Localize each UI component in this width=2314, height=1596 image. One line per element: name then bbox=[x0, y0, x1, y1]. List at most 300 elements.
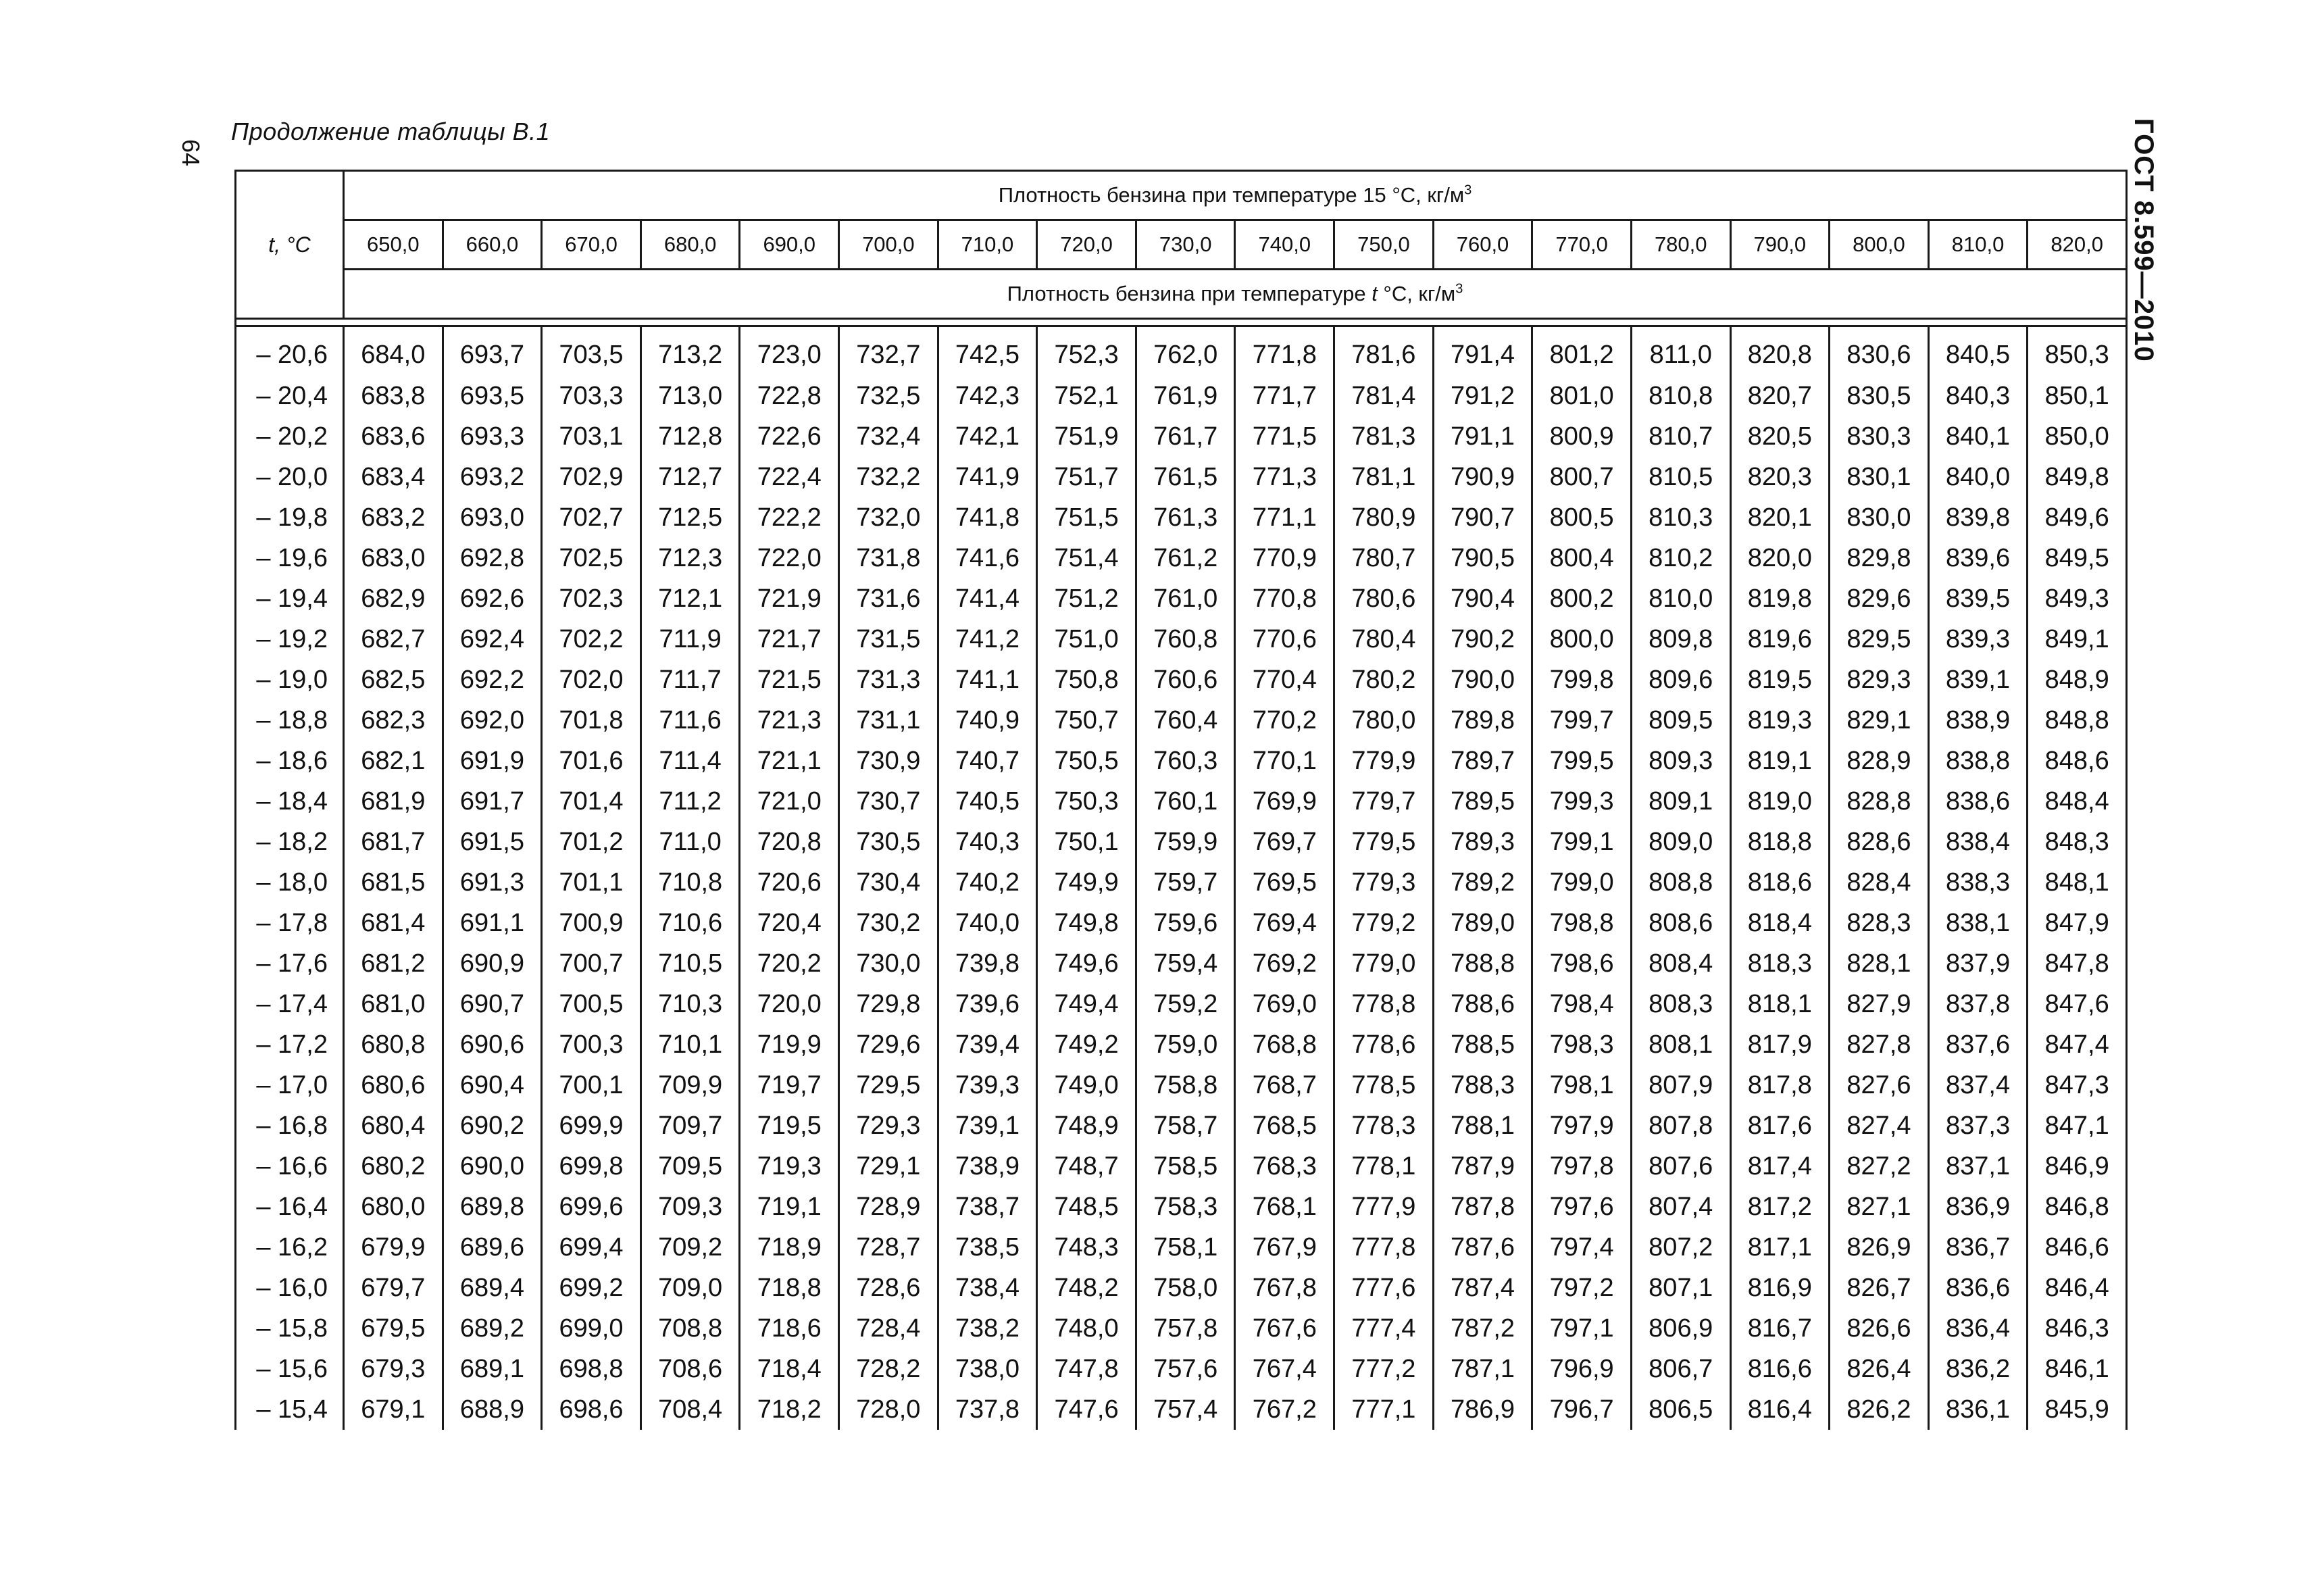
density-cell: 680,0 bbox=[344, 1187, 443, 1227]
density-cell: 837,9 bbox=[1928, 943, 2028, 984]
table-row bbox=[236, 619, 2127, 659]
density-cell: 759,6 bbox=[1136, 903, 1235, 943]
density-cell: 799,3 bbox=[1532, 781, 1632, 822]
density-cell: 728,6 bbox=[839, 1268, 938, 1308]
column-header: 730,0 bbox=[1136, 220, 1235, 270]
density-cell: 780,7 bbox=[1334, 538, 1434, 578]
density-cell: 730,2 bbox=[839, 903, 938, 943]
table-row bbox=[236, 326, 2127, 376]
density-cell: 837,6 bbox=[1928, 1024, 2028, 1065]
density-cell: 682,1 bbox=[344, 741, 443, 781]
density-cell: 732,4 bbox=[839, 416, 938, 457]
density-cell: 808,8 bbox=[1631, 862, 1730, 903]
density-cell: 712,5 bbox=[640, 497, 740, 538]
density-cell: 797,4 bbox=[1532, 1227, 1632, 1268]
density-cell: 840,1 bbox=[1928, 416, 2028, 457]
density-cell: 810,0 bbox=[1631, 578, 1730, 619]
density-cell: 768,7 bbox=[1235, 1065, 1334, 1105]
density-cell: 846,3 bbox=[2028, 1308, 2127, 1349]
density-cell: 761,0 bbox=[1136, 578, 1235, 619]
density-cell: 770,4 bbox=[1235, 659, 1334, 700]
density-cell: 711,9 bbox=[640, 619, 740, 659]
density-cell: 760,4 bbox=[1136, 700, 1235, 741]
density-cell: 768,5 bbox=[1235, 1105, 1334, 1146]
column-header: 720,0 bbox=[1037, 220, 1136, 270]
density-cell: 809,6 bbox=[1631, 659, 1730, 700]
density-cell: 757,4 bbox=[1136, 1389, 1235, 1430]
density-cell: 718,2 bbox=[740, 1389, 839, 1430]
density-cell: 712,7 bbox=[640, 457, 740, 497]
density-cell: 709,5 bbox=[640, 1146, 740, 1187]
density-cell: 767,9 bbox=[1235, 1227, 1334, 1268]
density-cell: 718,8 bbox=[740, 1268, 839, 1308]
density-cell: 817,8 bbox=[1730, 1065, 1830, 1105]
density-cell: 769,7 bbox=[1235, 822, 1334, 862]
density-cell: 827,8 bbox=[1830, 1024, 1929, 1065]
density-cell: 819,6 bbox=[1730, 619, 1830, 659]
density-cell: 787,6 bbox=[1433, 1227, 1532, 1268]
density-cell: 742,3 bbox=[938, 376, 1037, 416]
density-cell: 846,8 bbox=[2028, 1187, 2127, 1227]
density-cell: 738,4 bbox=[938, 1268, 1037, 1308]
density-cell: 719,7 bbox=[740, 1065, 839, 1105]
density-cell: 741,1 bbox=[938, 659, 1037, 700]
density-cell: 699,9 bbox=[542, 1105, 641, 1146]
density-cell: 829,1 bbox=[1830, 700, 1929, 741]
density-cell: 728,4 bbox=[839, 1308, 938, 1349]
density-cell: 771,3 bbox=[1235, 457, 1334, 497]
density-cell: 741,2 bbox=[938, 619, 1037, 659]
density-cell: 818,3 bbox=[1730, 943, 1830, 984]
density-cell: 709,0 bbox=[640, 1268, 740, 1308]
density-cell: 828,9 bbox=[1830, 741, 1929, 781]
density-cell: 749,8 bbox=[1037, 903, 1136, 943]
density-cell: 838,6 bbox=[1928, 781, 2028, 822]
density-cell: 846,6 bbox=[2028, 1227, 2127, 1268]
temperature-cell: – 16,0 bbox=[236, 1268, 344, 1308]
density-cell: 692,0 bbox=[443, 700, 542, 741]
density-cell: 720,8 bbox=[740, 822, 839, 862]
density-cell: 770,6 bbox=[1235, 619, 1334, 659]
density-cell: 739,1 bbox=[938, 1105, 1037, 1146]
density-cell: 750,8 bbox=[1037, 659, 1136, 700]
density-cell: 789,2 bbox=[1433, 862, 1532, 903]
density-table bbox=[234, 170, 2128, 1430]
density-cell: 780,2 bbox=[1334, 659, 1434, 700]
temperature-cell: – 19,4 bbox=[236, 578, 344, 619]
density-cell: 826,2 bbox=[1830, 1389, 1929, 1430]
temperature-cell: – 20,6 bbox=[236, 326, 344, 376]
density-cell: 828,1 bbox=[1830, 943, 1929, 984]
density-cell: 800,7 bbox=[1532, 457, 1632, 497]
density-cell: 690,4 bbox=[443, 1065, 542, 1105]
density-cell: 847,1 bbox=[2028, 1105, 2127, 1146]
density-cell: 679,1 bbox=[344, 1389, 443, 1430]
temperature-cell: – 15,4 bbox=[236, 1389, 344, 1430]
density-cell: 702,5 bbox=[542, 538, 641, 578]
density-cell: 827,2 bbox=[1830, 1146, 1929, 1187]
density-cell: 751,0 bbox=[1037, 619, 1136, 659]
density-cell: 750,5 bbox=[1037, 741, 1136, 781]
density-cell: 701,4 bbox=[542, 781, 641, 822]
density-cell: 761,3 bbox=[1136, 497, 1235, 538]
density-cell: 810,8 bbox=[1631, 376, 1730, 416]
density-cell: 691,5 bbox=[443, 822, 542, 862]
density-cell: 703,1 bbox=[542, 416, 641, 457]
density-column-headers bbox=[236, 220, 2127, 270]
table-row bbox=[236, 781, 2127, 822]
density-cell: 701,2 bbox=[542, 822, 641, 862]
density-cell: 698,6 bbox=[542, 1389, 641, 1430]
density-cell: 830,3 bbox=[1830, 416, 1929, 457]
density-cell: 747,6 bbox=[1037, 1389, 1136, 1430]
temperature-cell: – 20,2 bbox=[236, 416, 344, 457]
density-cell: 690,2 bbox=[443, 1105, 542, 1146]
table-row bbox=[236, 1349, 2127, 1389]
density-cell: 680,6 bbox=[344, 1065, 443, 1105]
density-cell: 828,8 bbox=[1830, 781, 1929, 822]
density-cell: 749,2 bbox=[1037, 1024, 1136, 1065]
density-cell: 847,9 bbox=[2028, 903, 2127, 943]
density-cell: 799,8 bbox=[1532, 659, 1632, 700]
density-cell: 796,7 bbox=[1532, 1389, 1632, 1430]
density-cell: 740,9 bbox=[938, 700, 1037, 741]
density-cell: 690,6 bbox=[443, 1024, 542, 1065]
density-cell: 702,0 bbox=[542, 659, 641, 700]
density-cell: 728,0 bbox=[839, 1389, 938, 1430]
density-cell: 719,5 bbox=[740, 1105, 839, 1146]
density-cell: 718,6 bbox=[740, 1308, 839, 1349]
density-cell: 838,4 bbox=[1928, 822, 2028, 862]
density-cell: 751,4 bbox=[1037, 538, 1136, 578]
density-cell: 818,6 bbox=[1730, 862, 1830, 903]
density-cell: 683,2 bbox=[344, 497, 443, 538]
density-cell: 728,7 bbox=[839, 1227, 938, 1268]
density-cell: 779,9 bbox=[1334, 741, 1434, 781]
density-cell: 758,5 bbox=[1136, 1146, 1235, 1187]
density-cell: 847,6 bbox=[2028, 984, 2127, 1024]
density-cell: 819,1 bbox=[1730, 741, 1830, 781]
density-cell: 729,3 bbox=[839, 1105, 938, 1146]
density-cell: 798,3 bbox=[1532, 1024, 1632, 1065]
density-cell: 700,9 bbox=[542, 903, 641, 943]
density-cell: 680,8 bbox=[344, 1024, 443, 1065]
density-cell: 691,7 bbox=[443, 781, 542, 822]
density-cell: 800,5 bbox=[1532, 497, 1632, 538]
density-cell: 839,6 bbox=[1928, 538, 2028, 578]
table-row bbox=[236, 862, 2127, 903]
density-cell: 701,1 bbox=[542, 862, 641, 903]
table-row bbox=[236, 1105, 2127, 1146]
density-cell: 780,0 bbox=[1334, 700, 1434, 741]
density-cell: 849,6 bbox=[2028, 497, 2127, 538]
density-cell: 839,5 bbox=[1928, 578, 2028, 619]
table-row bbox=[236, 416, 2127, 457]
density-cell: 749,4 bbox=[1037, 984, 1136, 1024]
density-cell: 778,6 bbox=[1334, 1024, 1434, 1065]
density-cell: 748,0 bbox=[1037, 1308, 1136, 1349]
density-cell: 692,8 bbox=[443, 538, 542, 578]
density-cell: 848,4 bbox=[2028, 781, 2127, 822]
density-cell: 761,5 bbox=[1136, 457, 1235, 497]
density-cell: 820,7 bbox=[1730, 376, 1830, 416]
density-cell: 761,9 bbox=[1136, 376, 1235, 416]
density-cell: 719,1 bbox=[740, 1187, 839, 1227]
density-cell: 777,6 bbox=[1334, 1268, 1434, 1308]
column-header: 780,0 bbox=[1631, 220, 1730, 270]
density-cell: 836,9 bbox=[1928, 1187, 2028, 1227]
density-cell: 849,1 bbox=[2028, 619, 2127, 659]
density-cell: 759,7 bbox=[1136, 862, 1235, 903]
density-cell: 739,4 bbox=[938, 1024, 1037, 1065]
density-cell: 731,8 bbox=[839, 538, 938, 578]
column-header: 690,0 bbox=[740, 220, 839, 270]
density-cell: 693,3 bbox=[443, 416, 542, 457]
density-cell: 837,8 bbox=[1928, 984, 2028, 1024]
density-cell: 810,2 bbox=[1631, 538, 1730, 578]
density-cell: 740,5 bbox=[938, 781, 1037, 822]
density-cell: 713,2 bbox=[640, 326, 740, 376]
density-cell: 758,0 bbox=[1136, 1268, 1235, 1308]
density-cell: 807,6 bbox=[1631, 1146, 1730, 1187]
temperature-cell: – 19,6 bbox=[236, 538, 344, 578]
density-cell: 850,1 bbox=[2028, 376, 2127, 416]
density-cell: 826,7 bbox=[1830, 1268, 1929, 1308]
density-cell: 703,5 bbox=[542, 326, 641, 376]
column-header: 800,0 bbox=[1830, 220, 1929, 270]
density-cell: 732,7 bbox=[839, 326, 938, 376]
density-cell: 713,0 bbox=[640, 376, 740, 416]
density-cell: 710,8 bbox=[640, 862, 740, 903]
density-cell: 748,7 bbox=[1037, 1146, 1136, 1187]
density-cell: 790,0 bbox=[1433, 659, 1532, 700]
density-cell: 826,9 bbox=[1830, 1227, 1929, 1268]
density-cell: 779,7 bbox=[1334, 781, 1434, 822]
density-cell: 847,3 bbox=[2028, 1065, 2127, 1105]
density-cell: 699,0 bbox=[542, 1308, 641, 1349]
column-header: 790,0 bbox=[1730, 220, 1830, 270]
density-cell: 710,6 bbox=[640, 903, 740, 943]
density-cell: 708,6 bbox=[640, 1349, 740, 1389]
density-cell: 759,9 bbox=[1136, 822, 1235, 862]
header-gap bbox=[236, 319, 2127, 326]
density-cell: 691,1 bbox=[443, 903, 542, 943]
table-row bbox=[236, 984, 2127, 1024]
density-cell: 799,0 bbox=[1532, 862, 1632, 903]
density-cell: 702,2 bbox=[542, 619, 641, 659]
density-cell: 816,4 bbox=[1730, 1389, 1830, 1430]
density-cell: 769,2 bbox=[1235, 943, 1334, 984]
density-cell: 807,4 bbox=[1631, 1187, 1730, 1227]
density-cell: 681,0 bbox=[344, 984, 443, 1024]
density-cell: 837,1 bbox=[1928, 1146, 2028, 1187]
density-cell: 718,9 bbox=[740, 1227, 839, 1268]
density-cell: 689,6 bbox=[443, 1227, 542, 1268]
density-cell: 788,5 bbox=[1433, 1024, 1532, 1065]
density-cell: 799,7 bbox=[1532, 700, 1632, 741]
density-cell: 751,9 bbox=[1037, 416, 1136, 457]
density-cell: 849,5 bbox=[2028, 538, 2127, 578]
table-row bbox=[236, 1389, 2127, 1430]
density-cell: 799,5 bbox=[1532, 741, 1632, 781]
density-cell: 788,3 bbox=[1433, 1065, 1532, 1105]
density-cell: 808,4 bbox=[1631, 943, 1730, 984]
column-header: 700,0 bbox=[839, 220, 938, 270]
density-cell: 816,6 bbox=[1730, 1349, 1830, 1389]
temperature-cell: – 18,4 bbox=[236, 781, 344, 822]
density-cell: 847,8 bbox=[2028, 943, 2127, 984]
density-cell: 789,7 bbox=[1433, 741, 1532, 781]
density-cell: 737,8 bbox=[938, 1389, 1037, 1430]
density-cell: 849,3 bbox=[2028, 578, 2127, 619]
density-cell: 684,0 bbox=[344, 326, 443, 376]
density-cell: 760,3 bbox=[1136, 741, 1235, 781]
density-cell: 840,0 bbox=[1928, 457, 2028, 497]
density-cell: 797,8 bbox=[1532, 1146, 1632, 1187]
density-cell: 808,3 bbox=[1631, 984, 1730, 1024]
density-cell: 679,3 bbox=[344, 1349, 443, 1389]
density-cell: 770,2 bbox=[1235, 700, 1334, 741]
density-cell: 777,4 bbox=[1334, 1308, 1434, 1349]
temperature-cell: – 19,8 bbox=[236, 497, 344, 538]
density-cell: 700,1 bbox=[542, 1065, 641, 1105]
density-cell: 829,5 bbox=[1830, 619, 1929, 659]
density-cell: 817,2 bbox=[1730, 1187, 1830, 1227]
density-cell: 681,2 bbox=[344, 943, 443, 984]
density-cell: 740,3 bbox=[938, 822, 1037, 862]
density-cell: 810,3 bbox=[1631, 497, 1730, 538]
column-header: 760,0 bbox=[1433, 220, 1532, 270]
density-cell: 778,3 bbox=[1334, 1105, 1434, 1146]
density-cell: 791,4 bbox=[1433, 326, 1532, 376]
density-cell: 801,0 bbox=[1532, 376, 1632, 416]
temperature-cell: – 19,0 bbox=[236, 659, 344, 700]
density-cell: 790,9 bbox=[1433, 457, 1532, 497]
density-cell: 720,4 bbox=[740, 903, 839, 943]
density-cell: 830,6 bbox=[1830, 326, 1929, 376]
density-cell: 767,6 bbox=[1235, 1308, 1334, 1349]
density-cell: 836,6 bbox=[1928, 1268, 2028, 1308]
density-cell: 720,2 bbox=[740, 943, 839, 984]
temperature-cell: – 18,0 bbox=[236, 862, 344, 903]
density-cell: 778,5 bbox=[1334, 1065, 1434, 1105]
density-cell: 791,1 bbox=[1433, 416, 1532, 457]
density-cell: 710,3 bbox=[640, 984, 740, 1024]
density-cell: 730,7 bbox=[839, 781, 938, 822]
density-cell: 837,3 bbox=[1928, 1105, 2028, 1146]
density-cell: 758,7 bbox=[1136, 1105, 1235, 1146]
density-cell: 810,7 bbox=[1631, 416, 1730, 457]
density-cell: 740,0 bbox=[938, 903, 1037, 943]
density-cell: 691,3 bbox=[443, 862, 542, 903]
density-cell: 688,9 bbox=[443, 1389, 542, 1430]
density-cell: 748,2 bbox=[1037, 1268, 1136, 1308]
density-cell: 838,9 bbox=[1928, 700, 2028, 741]
density-cell: 827,4 bbox=[1830, 1105, 1929, 1146]
density-cell: 752,3 bbox=[1037, 326, 1136, 376]
density-cell: 779,2 bbox=[1334, 903, 1434, 943]
density-cell: 722,6 bbox=[740, 416, 839, 457]
density-cell: 757,8 bbox=[1136, 1308, 1235, 1349]
column-header: 820,0 bbox=[2028, 220, 2127, 270]
density-cell: 683,6 bbox=[344, 416, 443, 457]
density-cell: 738,9 bbox=[938, 1146, 1037, 1187]
density-cell: 741,9 bbox=[938, 457, 1037, 497]
density-cell: 790,2 bbox=[1433, 619, 1532, 659]
density-cell: 845,9 bbox=[2028, 1389, 2127, 1430]
density-cell: 692,2 bbox=[443, 659, 542, 700]
density-cell: 680,4 bbox=[344, 1105, 443, 1146]
density-cell: 840,5 bbox=[1928, 326, 2028, 376]
density-cell: 721,9 bbox=[740, 578, 839, 619]
density-cell: 712,3 bbox=[640, 538, 740, 578]
density-cell: 807,8 bbox=[1631, 1105, 1730, 1146]
density-cell: 788,1 bbox=[1433, 1105, 1532, 1146]
density-cell: 796,9 bbox=[1532, 1349, 1632, 1389]
density-cell: 751,7 bbox=[1037, 457, 1136, 497]
density-cell: 751,2 bbox=[1037, 578, 1136, 619]
temperature-cell: – 16,6 bbox=[236, 1146, 344, 1187]
density-cell: 689,4 bbox=[443, 1268, 542, 1308]
density-cell: 722,2 bbox=[740, 497, 839, 538]
density-cell: 699,8 bbox=[542, 1146, 641, 1187]
density-cell: 720,6 bbox=[740, 862, 839, 903]
density-cell: 728,2 bbox=[839, 1349, 938, 1389]
density-cell: 818,4 bbox=[1730, 903, 1830, 943]
density-cell: 747,8 bbox=[1037, 1349, 1136, 1389]
density-cell: 682,3 bbox=[344, 700, 443, 741]
density-cell: 758,3 bbox=[1136, 1187, 1235, 1227]
density-cell: 700,5 bbox=[542, 984, 641, 1024]
density-cell: 711,2 bbox=[640, 781, 740, 822]
density-cell: 819,8 bbox=[1730, 578, 1830, 619]
density-cell: 809,8 bbox=[1631, 619, 1730, 659]
table-row bbox=[236, 1187, 2127, 1227]
density-cell: 769,5 bbox=[1235, 862, 1334, 903]
density-cell: 817,6 bbox=[1730, 1105, 1830, 1146]
density-cell: 848,6 bbox=[2028, 741, 2127, 781]
density-cell: 769,4 bbox=[1235, 903, 1334, 943]
table-row bbox=[236, 457, 2127, 497]
density-cell: 699,2 bbox=[542, 1268, 641, 1308]
density-cell: 708,4 bbox=[640, 1389, 740, 1430]
density-cell: 771,8 bbox=[1235, 326, 1334, 376]
density-cell: 779,0 bbox=[1334, 943, 1434, 984]
density-cell: 771,7 bbox=[1235, 376, 1334, 416]
column-header: 710,0 bbox=[938, 220, 1037, 270]
density-cell: 789,8 bbox=[1433, 700, 1532, 741]
density-cell: 808,1 bbox=[1631, 1024, 1730, 1065]
density-cell: 830,5 bbox=[1830, 376, 1929, 416]
density-cell: 826,4 bbox=[1830, 1349, 1929, 1389]
density-cell: 711,7 bbox=[640, 659, 740, 700]
density-cell: 730,9 bbox=[839, 741, 938, 781]
table-row bbox=[236, 700, 2127, 741]
density-cell: 809,3 bbox=[1631, 741, 1730, 781]
density-cell: 721,5 bbox=[740, 659, 839, 700]
density-cell: 787,9 bbox=[1433, 1146, 1532, 1187]
density-cell: 829,8 bbox=[1830, 538, 1929, 578]
density-cell: 786,9 bbox=[1433, 1389, 1532, 1430]
temperature-column-header: t, °C bbox=[236, 171, 344, 319]
density-cell: 781,6 bbox=[1334, 326, 1434, 376]
density-cell: 777,9 bbox=[1334, 1187, 1434, 1227]
density-cell: 840,3 bbox=[1928, 376, 2028, 416]
density-cell: 768,3 bbox=[1235, 1146, 1334, 1187]
table-row bbox=[236, 659, 2127, 700]
table-row bbox=[236, 903, 2127, 943]
density-cell: 679,7 bbox=[344, 1268, 443, 1308]
